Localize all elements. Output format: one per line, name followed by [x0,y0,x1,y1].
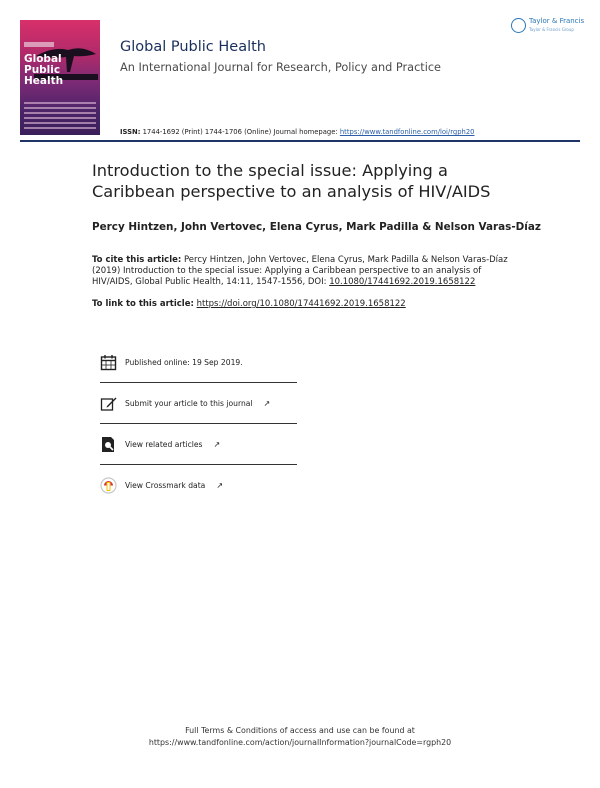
calendar-icon [100,354,117,371]
journal-cover-image [20,20,100,135]
publisher-logo-text: Taylor & Francis Taylor & Francis Group [529,16,585,32]
header-divider [20,140,580,142]
article-doi-link[interactable]: https://doi.org/10.1080/17441692.2019.1658122 [196,299,406,309]
journal-name: Global Public Health [120,39,266,55]
crossmark-row[interactable] [100,465,297,506]
cite-doi-link[interactable]: 10.1080/17441692.2019.1658122 [329,277,476,288]
issn-label: ISSN: [120,128,141,136]
cover-subtitle-lines [24,80,94,88]
submit-article-label[interactable]: Submit your article to this journal [125,398,253,408]
article-authors: Percy Hintzen, John Vertovec, Elena Cyrus, Mark Padilla & Nelson Varas-Díaz [92,221,541,233]
external-link-icon: ↗ [213,439,221,449]
journal-homepage-link[interactable]: https://www.tandfonline.com/loi/rgph20 [339,128,475,136]
publisher-logo-icon [511,18,526,33]
related-articles-row[interactable] [100,424,297,465]
article-title: Introduction to the special issue: Applying a Caribbean perspective to an analysis of HIV/AIDS [92,161,491,201]
article-info-list [100,342,297,506]
related-articles-label[interactable]: View related articles [125,439,203,449]
edit-icon [100,395,117,412]
crossmark-icon [100,477,117,494]
crossmark-label[interactable]: View Crossmark data [125,481,206,490]
search-document-icon [100,436,117,453]
footer-terms-line: Full Terms & Conditions of access and use can be found at [185,726,415,735]
published-online-row [100,342,297,383]
submit-article-row[interactable] [100,383,297,424]
issn-value: 1744-1692 (Print) 1744-1706 (Online) Journal homepage: [142,128,338,136]
publisher-logo-subtext: Taylor & Francis Group [529,26,574,32]
journal-subtitle: An International Journal for Research, Policy and Practice [120,61,442,74]
cite-text: Percy Hintzen, John Vertovec, Elena Cyrus, Mark Padilla & Nelson Varas-Díaz (2019) Introduction to the special issue: Applying a Caribbean perspective to an analysis of HIV/AIDS, Global Public Health, 14:11, 1547-1556, DOI: [92,255,508,288]
citation-block [92,255,522,289]
published-online-label: Published online: 19 Sep 2019. [125,357,243,367]
link-label: To link to this article: [92,299,194,309]
external-link-icon: ↗ [263,398,271,408]
cite-label: To cite this article: [92,255,182,265]
cover-title-line1: Global [24,53,62,65]
cover-contents-lines [24,102,96,132]
article-link-line [92,299,406,309]
issn-line [120,128,474,136]
publisher-logo[interactable] [511,16,584,34]
external-link-icon: ↗ [216,481,224,490]
cover-title-line2: Public Health [24,64,64,87]
footer-terms [0,725,600,749]
footer-terms-url[interactable]: https://www.tandfonline.com/action/journalInformation?journalCode=rgph20 [148,738,452,747]
